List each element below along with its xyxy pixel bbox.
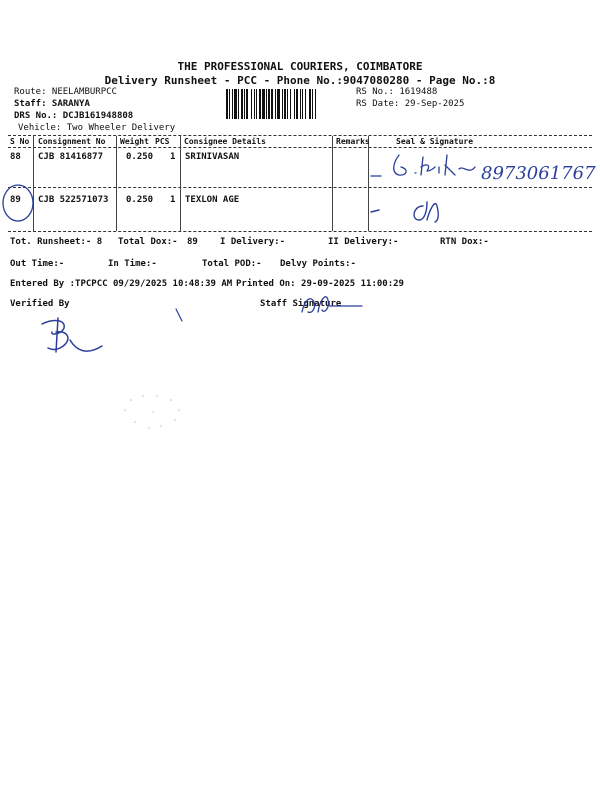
col-divider bbox=[116, 136, 117, 231]
barcode-graphic bbox=[226, 89, 354, 119]
header-sno: S No bbox=[10, 137, 30, 146]
signature-stroke bbox=[302, 297, 362, 313]
header-pcs: PCS bbox=[155, 137, 170, 146]
barcode-bar bbox=[244, 89, 245, 119]
staff-label: Staff: SARANYA bbox=[14, 99, 90, 109]
signature-stroke bbox=[42, 318, 102, 352]
drs-number: DRS No.: DCJB161948808 bbox=[14, 111, 134, 121]
barcode bbox=[226, 89, 354, 119]
tick-stroke bbox=[176, 309, 182, 321]
faint-stamp bbox=[115, 390, 195, 435]
barcode-bar bbox=[259, 89, 261, 119]
barcode-bar bbox=[246, 89, 248, 119]
tick-mark bbox=[172, 305, 188, 325]
barcode-bar bbox=[300, 89, 301, 119]
rtn-dox: RTN Dox:- bbox=[440, 237, 489, 247]
row1-handwritten-signature bbox=[365, 145, 600, 190]
route-label: Route: NEELAMBURPCC bbox=[14, 87, 117, 97]
out-time: Out Time:- bbox=[10, 259, 65, 269]
barcode-bar bbox=[315, 89, 316, 119]
total-pod: Total POD:- bbox=[202, 259, 262, 269]
row-pcs: 1 bbox=[170, 152, 176, 162]
delvy-points: Delvy Points:- bbox=[280, 259, 356, 269]
barcode-bar bbox=[229, 89, 230, 119]
verified-by: Verified By bbox=[10, 299, 70, 309]
barcode-bar bbox=[302, 89, 303, 119]
header-seal-signature: Seal & Signature bbox=[396, 137, 474, 146]
ii-delivery: II Delivery:- bbox=[328, 237, 399, 247]
barcode-bar bbox=[234, 89, 237, 119]
row-consignee: SRINIVASAN bbox=[185, 152, 240, 162]
barcode-bar bbox=[287, 89, 288, 119]
barcode-bar bbox=[238, 89, 239, 119]
hand-circle bbox=[3, 185, 33, 221]
barcode-bar bbox=[256, 89, 257, 119]
barcode-bar bbox=[312, 89, 313, 119]
row-consignment: CJB 522571073 bbox=[38, 195, 109, 205]
runsheet-subtitle: Delivery Runsheet - PCC - Phone No.:9047080280 - Page No.:8 bbox=[104, 74, 496, 87]
rs-date: RS Date: 29-Sep-2025 bbox=[356, 99, 465, 109]
barcode-bar bbox=[271, 89, 273, 119]
row-consignee: TEXLON AGE bbox=[185, 195, 240, 205]
row-weight: 0.250 bbox=[126, 152, 154, 162]
verified-signature bbox=[36, 310, 116, 365]
header-remarks: Remarks bbox=[336, 137, 370, 146]
total-dox-value: 89 bbox=[187, 237, 198, 247]
printed-on: Printed On: 29-09-2025 11:00:29 bbox=[236, 279, 404, 289]
circle-mark bbox=[0, 182, 36, 224]
dash-mark bbox=[371, 210, 379, 212]
i-delivery: I Delivery:- bbox=[220, 237, 286, 247]
barcode-bar bbox=[266, 89, 267, 119]
row-consignment: CJB 81416877 bbox=[38, 152, 104, 162]
table-bottom-rule bbox=[8, 231, 592, 232]
header-consignee: Consignee Details bbox=[184, 137, 266, 146]
barcode-bar bbox=[309, 89, 311, 119]
entered-by: Entered By :TPCPCC 09/29/2025 10:48:39 AM bbox=[10, 279, 233, 289]
row-weight: 0.250 bbox=[126, 195, 154, 205]
in-time: In Time:- bbox=[108, 259, 157, 269]
barcode-bar bbox=[226, 89, 228, 119]
row-pcs: 1 bbox=[170, 195, 176, 205]
total-dox-label: Total Dox:- bbox=[118, 237, 178, 247]
barcode-bar bbox=[305, 89, 306, 119]
header-consignment: Consignment No bbox=[38, 137, 106, 146]
barcode-bar bbox=[251, 89, 252, 119]
signature-stroke bbox=[394, 155, 475, 175]
barcode-bar bbox=[294, 89, 295, 119]
tot-runsheet: Tot. Runsheet:- 8 bbox=[10, 237, 103, 247]
vehicle-label: Vehicle: Two Wheeler Delivery bbox=[18, 123, 176, 133]
header-weight: Weight bbox=[120, 137, 149, 146]
table-top-rule bbox=[8, 135, 592, 136]
stamp-dots bbox=[124, 395, 180, 429]
barcode-bar bbox=[232, 89, 233, 119]
staff-signature-scribble bbox=[282, 288, 372, 318]
barcode-bar bbox=[277, 89, 280, 119]
signature-stroke bbox=[414, 202, 438, 222]
barcode-bar bbox=[296, 89, 298, 119]
barcode-bar bbox=[282, 89, 283, 119]
rs-number: RS No.: 1619488 bbox=[356, 87, 438, 97]
row2-handwritten-signature bbox=[365, 192, 475, 232]
barcode-bar bbox=[275, 89, 276, 119]
staff-signature-label: Staff Signature bbox=[260, 299, 342, 309]
handwritten-phone: 8973061767 bbox=[481, 163, 596, 184]
barcode-bar bbox=[254, 89, 255, 119]
barcode-bar bbox=[284, 89, 286, 119]
col-divider bbox=[180, 136, 181, 231]
row-sno: 88 bbox=[10, 152, 21, 162]
col-divider bbox=[332, 136, 333, 231]
barcode-bar bbox=[262, 89, 265, 119]
barcode-bar bbox=[268, 89, 270, 119]
company-title: THE PROFESSIONAL COURIERS, COIMBATORE bbox=[177, 60, 423, 73]
row-sno: 89 bbox=[10, 195, 21, 205]
barcode-bar bbox=[290, 89, 291, 119]
barcode-bar bbox=[241, 89, 243, 119]
